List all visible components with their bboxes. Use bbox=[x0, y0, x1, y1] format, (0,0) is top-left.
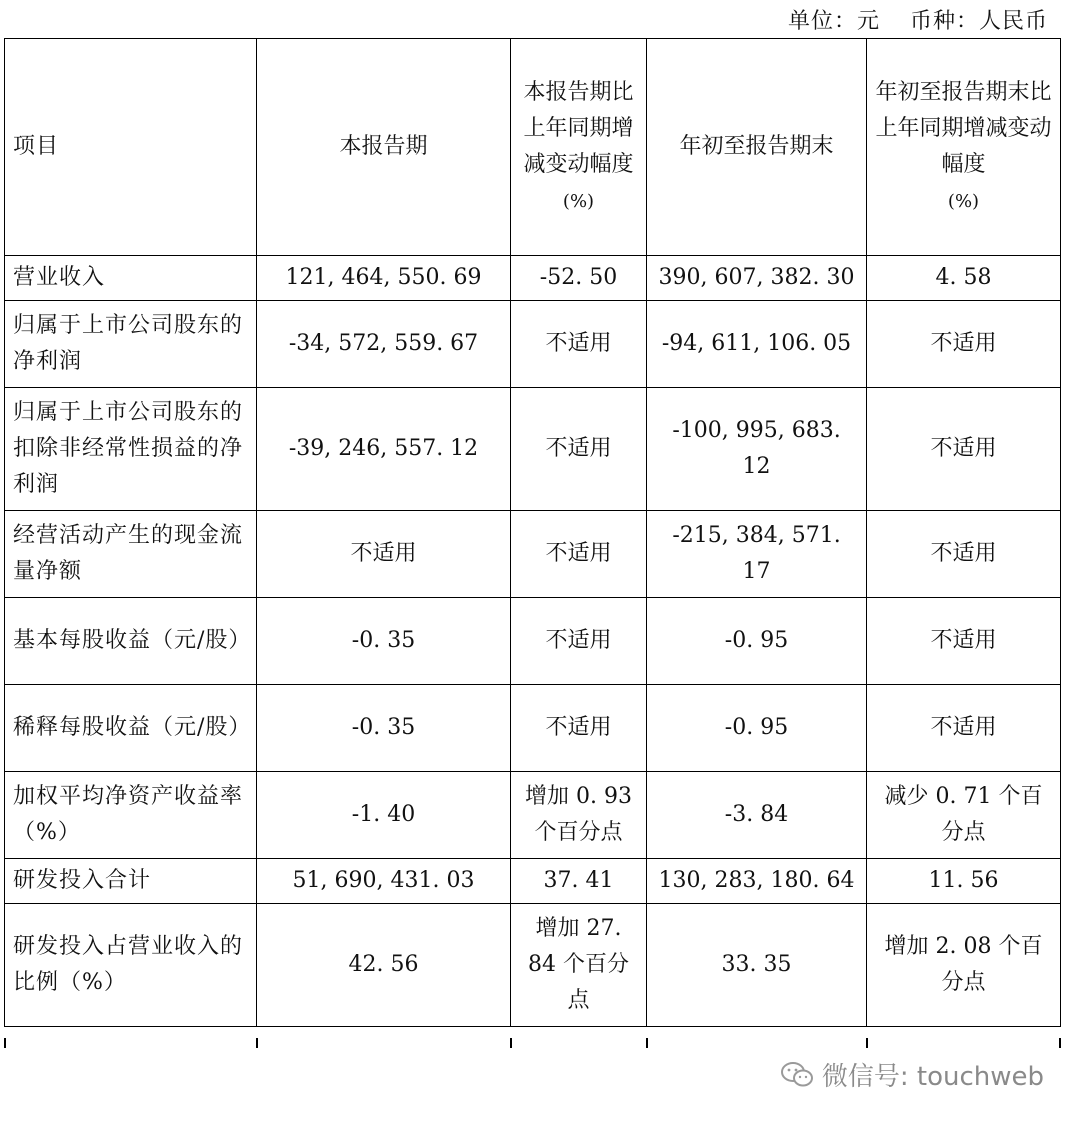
table-row bbox=[5, 685, 1061, 772]
table-row bbox=[5, 388, 1061, 511]
financial-table bbox=[4, 38, 1061, 1027]
row-ytd-change: 不适用 bbox=[867, 511, 1061, 598]
row-item: 归属于上市公司股东的净利润 bbox=[5, 301, 257, 388]
row-item: 基本每股收益（元/股） bbox=[5, 598, 257, 685]
row-ytd: 390, 607, 382. 30 bbox=[647, 256, 867, 301]
row-ytd-change: 不适用 bbox=[867, 598, 1061, 685]
watermark-text: 微信号: touchweb bbox=[821, 1062, 1044, 1092]
row-ytd-change: 减少 0. 71 个百分点 bbox=[867, 772, 1061, 859]
row-ytd: -215, 384, 571. 17 bbox=[647, 511, 867, 598]
row-ytd-change: 不适用 bbox=[867, 388, 1061, 511]
row-item: 研发投入合计 bbox=[5, 859, 257, 904]
row-current-change: -52. 50 bbox=[511, 256, 647, 301]
row-current-change: 不适用 bbox=[511, 598, 647, 685]
table-row bbox=[5, 772, 1061, 859]
table-row bbox=[5, 598, 1061, 685]
row-item: 稀释每股收益（元/股） bbox=[5, 685, 257, 772]
row-current-change: 不适用 bbox=[511, 388, 647, 511]
wechat-icon bbox=[780, 1061, 814, 1089]
row-item: 归属于上市公司股东的扣除非经常性损益的净利润 bbox=[5, 388, 257, 511]
header-item: 项目 bbox=[5, 39, 257, 256]
table-row bbox=[5, 904, 1061, 1027]
row-item: 经营活动产生的现金流量净额 bbox=[5, 511, 257, 598]
row-ytd: -0. 95 bbox=[647, 598, 867, 685]
table-row bbox=[5, 511, 1061, 598]
row-current: 121, 464, 550. 69 bbox=[257, 256, 511, 301]
unit-label: 单位：元 bbox=[787, 9, 880, 34]
row-current-change: 不适用 bbox=[511, 511, 647, 598]
row-ytd: -100, 995, 683. 12 bbox=[647, 388, 867, 511]
row-current-change: 增加 27. 84 个百分点 bbox=[511, 904, 647, 1027]
row-current-change: 不适用 bbox=[511, 301, 647, 388]
row-current-change: 增加 0. 93 个百分点 bbox=[511, 772, 647, 859]
row-current: -39, 246, 557. 12 bbox=[257, 388, 511, 511]
header-current-change: 本报告期比上年同期增减变动幅度 (%) bbox=[511, 39, 647, 256]
table-header-row bbox=[5, 39, 1061, 256]
currency-label: 币种：人民币 bbox=[909, 9, 1048, 34]
table-row bbox=[5, 301, 1061, 388]
row-ytd: -3. 84 bbox=[647, 772, 867, 859]
row-current: -34, 572, 559. 67 bbox=[257, 301, 511, 388]
row-ytd-change: 不适用 bbox=[867, 301, 1061, 388]
header-current-period: 本报告期 bbox=[257, 39, 511, 256]
row-item: 营业收入 bbox=[5, 256, 257, 301]
row-current-change: 不适用 bbox=[511, 685, 647, 772]
table-row bbox=[5, 859, 1061, 904]
row-ytd-change: 11. 56 bbox=[867, 859, 1061, 904]
row-ytd: -94, 611, 106. 05 bbox=[647, 301, 867, 388]
row-ytd-change: 不适用 bbox=[867, 685, 1061, 772]
row-ytd-change: 4. 58 bbox=[867, 256, 1061, 301]
row-item: 加权平均净资产收益率（%） bbox=[5, 772, 257, 859]
row-item: 研发投入占营业收入的比例（%） bbox=[5, 904, 257, 1027]
table-continuation-stub bbox=[4, 1038, 1060, 1048]
row-current: 42. 56 bbox=[257, 904, 511, 1027]
row-current: 51, 690, 431. 03 bbox=[257, 859, 511, 904]
row-current: 不适用 bbox=[257, 511, 511, 598]
row-current: -0. 35 bbox=[257, 598, 511, 685]
row-ytd: 130, 283, 180. 64 bbox=[647, 859, 867, 904]
row-current-change: 37. 41 bbox=[511, 859, 647, 904]
watermark bbox=[780, 1056, 1044, 1093]
header-ytd-change: 年初至报告期末比上年同期增减变动幅度 (%) bbox=[867, 39, 1061, 256]
row-ytd: -0. 95 bbox=[647, 685, 867, 772]
table-row bbox=[5, 256, 1061, 301]
row-current: -1. 40 bbox=[257, 772, 511, 859]
row-current: -0. 35 bbox=[257, 685, 511, 772]
row-ytd-change: 增加 2. 08 个百分点 bbox=[867, 904, 1061, 1027]
row-ytd: 33. 35 bbox=[647, 904, 867, 1027]
unit-line bbox=[788, 4, 1048, 35]
header-ytd: 年初至报告期末 bbox=[647, 39, 867, 256]
